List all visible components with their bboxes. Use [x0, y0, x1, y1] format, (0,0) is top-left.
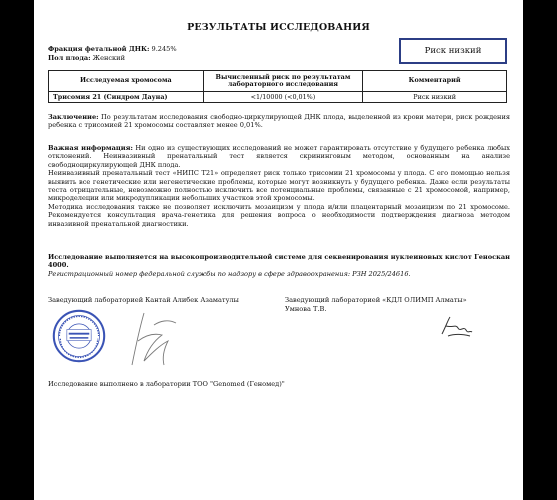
important-text: Ни одно из существующих исследований не может гарантировать отсутствие у будущего ребенка любых отклонений. Неинвазивный пренатальный тест является скрининговым методом, основанным на анализе свободноциркулирующей ДНК плода.	[48, 144, 510, 169]
table-row	[49, 92, 507, 103]
report-page	[34, 0, 523, 500]
head-left-signature-label: Заведующий лабораторией Кантай Алибек Азаматулы	[48, 296, 239, 304]
important-label: Важная информация:	[48, 144, 133, 152]
table-header-row	[49, 71, 507, 92]
important-paragraph-2: Неинвазивный пренатальный тест «НИПС Т21» определяет риск только трисомии 21 хромосомы у плода. С его помощью нельзя выявить все генетические или негенетические проблемы, которые могут возникнуть у будущего ребенка. Даже если результаты теста отрицательные, невозможно полностью исключить все потенциальные проблемы, связанные с 21 хромосомой, например, микроделеции или микродупликации небольших участков этой хромосомы.	[48, 169, 510, 203]
report-title: РЕЗУЛЬТАТЫ ИССЛЕДОВАНИЯ	[187, 22, 370, 33]
head-right-name: Умнова Т.В.	[285, 305, 327, 313]
table-cell-risk: <1/10000 (<0,01%)	[203, 92, 363, 103]
genomed-stamp-icon	[51, 308, 107, 364]
head-right-signature-label: Заведующий лабораторией «КДЛ ОЛИМП Алматы»	[285, 296, 467, 304]
registration-number: Регистрационный номер федеральной службы по надзору в сфере здравоохранения: РЗН 2025/24616.	[48, 269, 411, 278]
table-header-comment: Комментарий	[363, 71, 507, 92]
conclusion-label: Заключение:	[48, 113, 99, 121]
fetal-sex-value: Женский	[92, 54, 125, 62]
table-cell-comment: Риск низкий	[363, 92, 507, 103]
signature-right-icon	[438, 314, 474, 340]
signature-left-icon	[124, 305, 184, 373]
table-header-chromosome: Исследуемая хромосома	[49, 71, 204, 92]
table-cell-chromosome: Трисомия 21 (Синдром Дауна)	[49, 92, 204, 103]
fetal-fraction-label: Фракция фетальной ДНК:	[48, 45, 150, 53]
system-note: Исследование выполняется на высокопроизводительной системе для секвенирования нуклеиновых кислот Геноскан 4000.	[48, 253, 510, 270]
fetal-sex-line	[48, 54, 125, 62]
fetal-fraction-line	[48, 45, 177, 53]
conclusion-text: По результатам исследования свободно-циркулирующей ДНК плода, выделенной из крови матери, риск рождения ребенка с трисомией 21 хромосомы составляет менее 0,01%.	[48, 113, 510, 130]
risk-summary-box	[399, 38, 507, 64]
system-note-block	[48, 253, 510, 278]
results-table	[48, 70, 507, 103]
table-header-risk: Вычисленный риск по результатам лабораторного исследования	[203, 71, 363, 92]
footer-lab-note: Исследование выполнено в лаборатории ТОО "Genomed (Геномед)"	[48, 380, 285, 388]
important-paragraph-3: Методика исследования также не позволяет исключить мозаицизм у плода и/или плацентарный мозаицизм по 21 хромосоме. Рекомендуется консультация врача-генетика для решения вопроса о необходимости подтверждения диагноза методом инвазивной пренатальной диагностики.	[48, 202, 510, 228]
fetal-sex-label: Пол плода:	[48, 54, 91, 62]
important-info-block	[48, 144, 510, 228]
risk-summary-text: Риск низкий	[424, 46, 482, 56]
fetal-fraction-value: 9.245%	[151, 45, 177, 53]
conclusion-paragraph	[48, 113, 510, 130]
